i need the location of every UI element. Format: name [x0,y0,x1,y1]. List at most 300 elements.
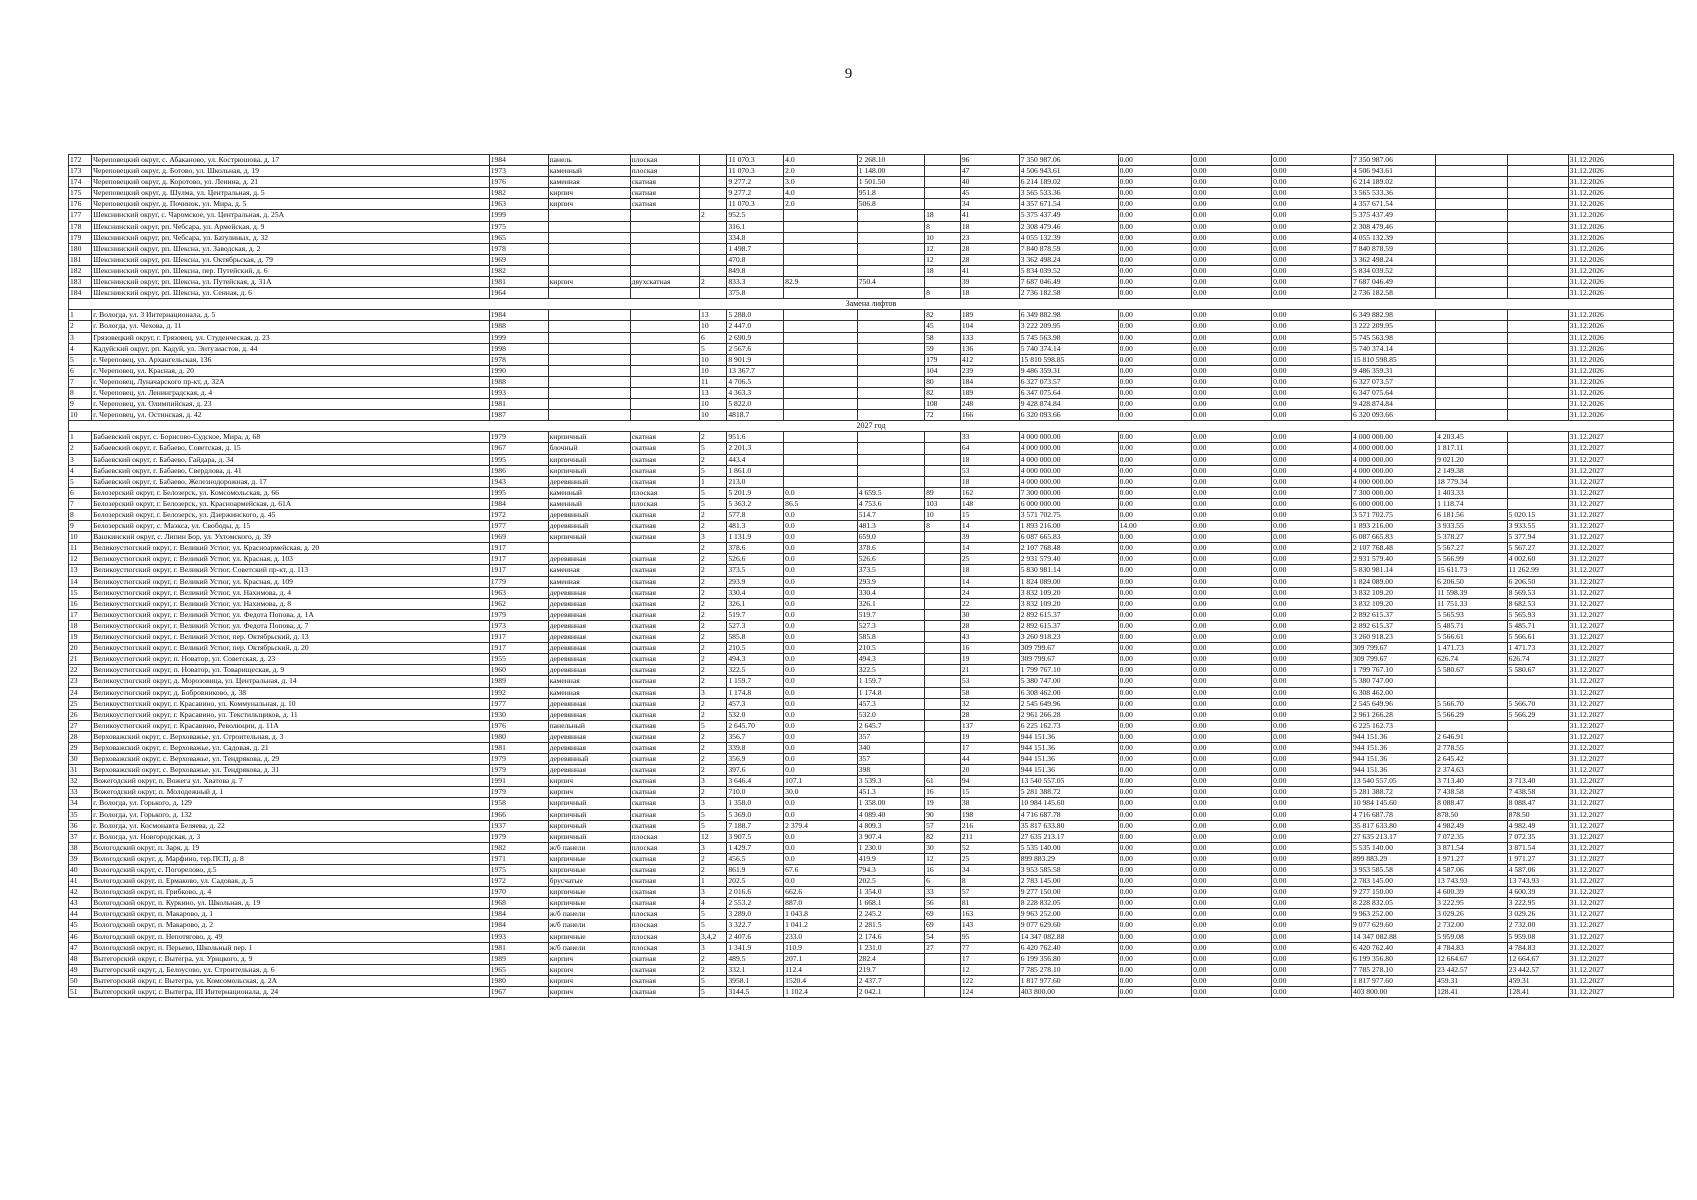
table-cell: 2 149.38 [1436,465,1508,476]
table-cell: 31.12.2027 [1568,831,1673,842]
table-cell: кирпич [548,277,630,288]
table-row [69,620,1674,631]
table-cell: 1965 [489,232,548,243]
table-cell [784,399,858,410]
table-cell: 6 000 000.00 [1352,498,1436,509]
table-cell: 0.00 [1118,565,1192,576]
table-cell: 4 600.39 [1507,887,1568,898]
table-cell: 31.12.2026 [1568,166,1673,177]
table-cell: 0.00 [1192,731,1272,742]
table-cell: Вожегодский округ, п. Молодежный д. 1 [92,787,490,798]
table-cell [1507,498,1568,509]
table-cell: 5 [700,809,727,820]
table-cell: 1984 [489,920,548,931]
table-cell: 4 982.49 [1436,820,1508,831]
table-cell: 0.00 [1272,543,1352,554]
table-row [69,232,1674,243]
table-cell [784,454,858,465]
table-cell: 6 214 189.02 [1352,177,1436,188]
table-cell: 31.12.2027 [1568,754,1673,765]
table-cell: 31.12.2027 [1568,742,1673,753]
table-cell: 6 087 665.83 [1019,532,1118,543]
table-cell: 5 740 374.14 [1352,343,1436,354]
table-cell: скатная [630,632,699,643]
table-cell [857,332,924,343]
table-cell: г. Череповец, Луначарского пр-кт, д. 32А [92,376,490,387]
table-cell: 0.00 [1118,654,1192,665]
table-cell: 3 [700,776,727,787]
table-cell: 1988 [489,376,548,387]
table-cell [784,321,858,332]
table-cell: 1976 [489,720,548,731]
table-cell: 944 151.36 [1352,765,1436,776]
table-cell: Череповецкий округ, д. Шулма, ул. Центральная, д. 5 [92,188,490,199]
table-cell: 506.8 [857,199,924,210]
table-cell: 1979 [489,754,548,765]
table-cell: 18 [960,454,1019,465]
table-cell: 0.00 [1192,277,1272,288]
table-cell: 481.3 [727,521,784,532]
table-cell: скатная [630,554,699,565]
table-cell: г. Череповец, ул. Олимпийская, д. 23 [92,399,490,410]
table-row [69,410,1674,421]
table-cell: 0.00 [1192,210,1272,221]
table-cell: 0.00 [1272,798,1352,809]
table-cell: 31.12.2027 [1568,942,1673,953]
table-cell: 2 [700,510,727,521]
table-cell: 4 357 671.54 [1019,199,1118,210]
table-cell: 0.00 [1118,432,1192,443]
table-cell [925,587,961,598]
table-cell: 1 148.00 [857,166,924,177]
table-cell: Вожегодский округ, п. Вожега ул. Хватова д. 7 [92,776,490,787]
table-cell: 14 [960,576,1019,587]
table-cell: 0.00 [1192,576,1272,587]
table-cell: 31.12.2027 [1568,443,1673,454]
table-cell: 1 824 089.00 [1019,576,1118,587]
table-cell: 18 [925,265,961,276]
table-cell [857,343,924,354]
table-cell: 6 199 356.80 [1352,953,1436,964]
table-cell: 0.0 [784,731,858,742]
table-cell: 4.0 [784,155,858,166]
table-row [69,288,1674,299]
table-cell: 4 357 671.54 [1352,199,1436,210]
table-cell: 6 214 189.02 [1019,177,1118,188]
table-cell [1507,232,1568,243]
table-cell: Белозерский округ, г. Белозерск, ул. Красноармейская, д. 61А [92,498,490,509]
table-cell: 31.12.2027 [1568,598,1673,609]
table-cell: 2 447.0 [727,321,784,332]
table-cell: 0.00 [1272,565,1352,576]
table-cell: 0.00 [1192,920,1272,931]
table-cell [925,765,961,776]
table-cell [857,310,924,321]
table-cell: 31.12.2026 [1568,277,1673,288]
table-cell [1507,720,1568,731]
table-row [69,720,1674,731]
table-cell: плоская [630,498,699,509]
table-cell: 54 [925,931,961,942]
table-cell: 179 [925,354,961,365]
table-cell: 1979 [489,831,548,842]
table-cell: 15 810 598.85 [1019,354,1118,365]
table-cell [784,410,858,421]
table-cell: 0.00 [1192,942,1272,953]
table-cell: Верховажский округ, с. Верховажье, ул. Садовая, д. 21 [92,742,490,753]
table-cell: 9 [69,399,92,410]
table-cell: 1975 [489,221,548,232]
table-cell: 1 498.7 [727,243,784,254]
table-cell: 419.9 [857,853,924,864]
table-cell: деревянная [548,632,630,643]
table-cell: 11 751.33 [1436,598,1508,609]
table-cell: 0.00 [1272,399,1352,410]
table-cell: 1 971.27 [1436,853,1508,864]
table-cell [1436,155,1508,166]
table-cell: 2 778.55 [1436,742,1508,753]
table-cell: 1 429.7 [727,842,784,853]
table-cell: 0.00 [1192,254,1272,265]
table-cell [925,698,961,709]
table-cell: 3 571 702.75 [1019,510,1118,521]
table-row [69,776,1674,787]
table-row [69,765,1674,776]
table-cell: Великоустюгский округ, г. Великий Устюг, ул. Нахимова, д. 8 [92,598,490,609]
table-cell: 6 206.50 [1436,576,1508,587]
table-row [69,210,1674,221]
table-cell: 0.00 [1118,576,1192,587]
table-cell: 31.12.2026 [1568,310,1673,321]
table-cell: 0.00 [1272,343,1352,354]
table-cell: 0.00 [1272,243,1352,254]
table-cell: 1967 [489,987,548,998]
table-cell: плоская [630,831,699,842]
table-cell: 2 107 768.48 [1352,543,1436,554]
table-cell: 104 [925,365,961,376]
table-cell: 0.00 [1118,498,1192,509]
table-cell: 952.5 [727,210,784,221]
table-cell: 25 [960,554,1019,565]
table-cell: 0.00 [1272,487,1352,498]
table-cell: 31.12.2027 [1568,665,1673,676]
table-cell: скатная [630,687,699,698]
table-cell: деревянная [548,765,630,776]
table-cell: 11 070.3 [727,199,784,210]
table-cell: 8 [925,521,961,532]
table-row [69,443,1674,454]
table-cell: 4 089.40 [857,809,924,820]
table-cell: 219.7 [857,964,924,975]
table-cell: скатная [630,853,699,864]
table-cell: 33 [960,432,1019,443]
table-cell: 0.00 [1272,177,1352,188]
table-cell: 1970 [489,887,548,898]
table-cell: 0.00 [1118,632,1192,643]
table-cell [548,543,630,554]
table-cell: 5 740 374.14 [1019,343,1118,354]
table-cell [925,277,961,288]
table-row [69,465,1674,476]
table-cell [925,543,961,554]
table-cell [548,254,630,265]
table-row [69,687,1674,698]
table-cell: 7 687 046.49 [1352,277,1436,288]
table-cell: 2 892 615.37 [1352,620,1436,631]
table-cell: 5 566.70 [1436,698,1508,709]
table-cell [925,654,961,665]
table-cell: 24 [69,687,92,698]
table-cell [548,387,630,398]
table-cell [548,265,630,276]
table-cell: 0.00 [1118,809,1192,820]
table-cell: 5 020.15 [1507,510,1568,521]
table-cell: 33 [925,887,961,898]
table-cell: ж/б панели [548,920,630,931]
table-cell: 7 840 878.59 [1352,243,1436,254]
table-cell: 27 [69,720,92,731]
table-cell: Верховажский округ, с. Верховажье, ул. Строительная, д. 3 [92,731,490,742]
table-cell: 2 690.9 [727,332,784,343]
table-row [69,243,1674,254]
table-cell: 0.00 [1118,687,1192,698]
table-cell: 6 [69,365,92,376]
table-cell: Великоустюгский округ, п. Новатор, ул. Советская, д. 23 [92,654,490,665]
table-cell: 1917 [489,632,548,643]
table-cell: 5 [700,987,727,998]
table-cell: 0.00 [1192,399,1272,410]
table-cell [784,265,858,276]
table-cell: Бабаевский округ, г. Бабаево, Советская, д. 15 [92,443,490,454]
table-cell: 9 428 874.84 [1019,399,1118,410]
table-cell [925,987,961,998]
table-cell: 16 [69,598,92,609]
table-cell: 176 [69,199,92,210]
table-cell: 5 [700,920,727,931]
table-cell: 173 [69,166,92,177]
table-cell [1507,155,1568,166]
table-row [69,798,1674,809]
table-cell: кирпичный [548,820,630,831]
table-cell: 334.8 [727,232,784,243]
table-cell: 14 [960,543,1019,554]
table-cell: 3 322.7 [727,920,784,931]
table-cell: 31.12.2027 [1568,576,1673,587]
table-cell: 0.00 [1192,343,1272,354]
table-cell: 34 [960,199,1019,210]
table-cell [630,221,699,232]
table-cell: 5 580.67 [1436,665,1508,676]
table-cell: 0.00 [1192,288,1272,299]
table-cell: 519.7 [857,609,924,620]
table-cell: кирпич [548,975,630,986]
table-cell: 0.00 [1192,654,1272,665]
table-cell [1436,221,1508,232]
section-title: Замена лифтов [69,299,1674,310]
table-cell: 7 687 046.49 [1019,277,1118,288]
table-row [69,709,1674,720]
table-cell: 13 540 557.05 [1019,776,1118,787]
table-cell: 4 000 000.00 [1019,465,1118,476]
table-cell: 31.12.2027 [1568,476,1673,487]
table-cell: 2 892 615.37 [1019,609,1118,620]
table-cell: 2 783 145.00 [1019,876,1118,887]
table-cell: 0.00 [1192,487,1272,498]
table-cell: 0.00 [1192,798,1272,809]
table-cell: 0.0 [784,554,858,565]
table-cell [1436,354,1508,365]
table-cell: 944 151.36 [1019,765,1118,776]
table-cell: 31 [69,765,92,776]
table-cell: скатная [630,742,699,753]
table-cell: 112.4 [784,964,858,975]
table-cell: 3 362 498.24 [1019,254,1118,265]
table-cell: 0.00 [1272,321,1352,332]
table-cell: 1991 [489,776,548,787]
table-cell [784,476,858,487]
table-cell: скатная [630,964,699,975]
table-cell: 456.5 [727,853,784,864]
table-cell: 5 281 388.72 [1019,787,1118,798]
table-cell: деревянный [548,510,630,521]
table-cell: 519.7 [727,609,784,620]
table-cell: 128.41 [1436,987,1508,998]
table-cell [1436,177,1508,188]
table-cell: 309 799.67 [1019,654,1118,665]
table-cell: 0.00 [1272,665,1352,676]
table-row [69,343,1674,354]
table-row [69,532,1674,543]
table-cell: 4 600.39 [1436,887,1508,898]
table-cell: скатная [630,510,699,521]
table-cell: 31.12.2026 [1568,254,1673,265]
table-cell [925,643,961,654]
table-cell: 0.00 [1192,842,1272,853]
table-cell [630,265,699,276]
table-cell: Шекснинский округ, рп. Чебсара, ул. Армейская, д. 9 [92,221,490,232]
table-cell: 2 [700,953,727,964]
table-cell: 0.0 [784,609,858,620]
table-cell: 2 374.63 [1436,765,1508,776]
table-cell: 0.00 [1118,731,1192,742]
table-cell: 451.3 [857,787,924,798]
table-cell [925,443,961,454]
table-cell: 2 961 266.28 [1019,709,1118,720]
table-cell: 12 [69,554,92,565]
table-cell: 30 [69,754,92,765]
table-cell: 50 [69,975,92,986]
table-cell [925,620,961,631]
table-cell: 3 871.54 [1507,842,1568,853]
table-cell: 31.12.2027 [1568,521,1673,532]
table-cell: Великоустюгский округ, г. Великий Устюг, ул. Красная, д. 109 [92,576,490,587]
table-cell [548,310,630,321]
table-cell: Белозерский округ, с. Маэкса, ул. Свободы, д. 15 [92,521,490,532]
table-cell: Вытегорский округ, г. Вытегра, ул. Комсомольская, д. 2А [92,975,490,986]
table-cell: 0.00 [1272,188,1352,199]
table-cell: 0.00 [1272,166,1352,177]
table-cell: ж/б панели [548,909,630,920]
table-cell: 1958 [489,798,548,809]
table-cell: 3 [700,532,727,543]
table-cell: 0.00 [1272,587,1352,598]
table-cell: 17 [69,609,92,620]
table-cell: 31.12.2026 [1568,354,1673,365]
table-cell: 0.00 [1118,221,1192,232]
table-cell: 4818.7 [727,410,784,421]
table-cell [1436,676,1508,687]
table-row [69,920,1674,931]
table-cell: скатная [630,698,699,709]
table-cell [925,532,961,543]
table-cell: скатная [630,177,699,188]
table-cell: 0.00 [1272,898,1352,909]
table-cell [548,210,630,221]
table-cell: 53 [960,465,1019,476]
table-cell: 1966 [489,809,548,820]
table-cell: Вытегорский округ, г. Вытегра, III Интернационала, д. 24 [92,987,490,998]
table-cell: 31.12.2027 [1568,720,1673,731]
table-cell: 6 087 665.83 [1352,532,1436,543]
table-cell: 166 [960,410,1019,421]
table-cell: 10 [69,410,92,421]
table-cell: 2 892 615.37 [1352,609,1436,620]
table-cell: 5 565.93 [1436,609,1508,620]
table-row [69,188,1674,199]
table-cell: 0.00 [1118,277,1192,288]
table-cell: скатная [630,754,699,765]
table-cell [925,975,961,986]
table-cell: 0.00 [1192,687,1272,698]
table-cell: 3 [700,798,727,809]
table-cell: 82 [925,310,961,321]
table-cell: 8 682.53 [1507,598,1568,609]
table-cell: брусчатые [548,876,630,887]
table-cell: 0.00 [1272,432,1352,443]
table-cell: 0.00 [1118,831,1192,842]
table-cell: 5 567.27 [1507,543,1568,554]
table-cell: 0.0 [784,842,858,853]
table-cell: 28 [69,731,92,742]
table-cell: г. Вологда, ул. Чехова, д. 11 [92,321,490,332]
table-cell: 45 [925,321,961,332]
table-cell: 59 [925,343,961,354]
table-cell: 18 [960,565,1019,576]
table-cell: 2 545 649.96 [1352,698,1436,709]
table-cell: 1978 [489,354,548,365]
table-cell: 3 832 109.20 [1352,598,1436,609]
table-cell: 0.00 [1118,177,1192,188]
table-cell: 457.3 [727,698,784,709]
table-cell: 39 [69,853,92,864]
table-cell: 49 [69,964,92,975]
table-cell: 10 [925,232,961,243]
table-cell: 494.3 [727,654,784,665]
table-cell: кирпичный [548,454,630,465]
table-cell: 1 861.0 [727,465,784,476]
table-cell: 0.0 [784,720,858,731]
table-cell: 1990 [489,365,548,376]
table-cell: 0.00 [1192,432,1272,443]
table-cell: 899 883.29 [1352,853,1436,864]
table-cell: 184 [69,288,92,299]
table-cell: 31.12.2027 [1568,731,1673,742]
table-cell: скатная [630,820,699,831]
table-cell: 10 [700,410,727,421]
table-cell [1507,676,1568,687]
table-row [69,487,1674,498]
table-cell: 0.00 [1118,720,1192,731]
